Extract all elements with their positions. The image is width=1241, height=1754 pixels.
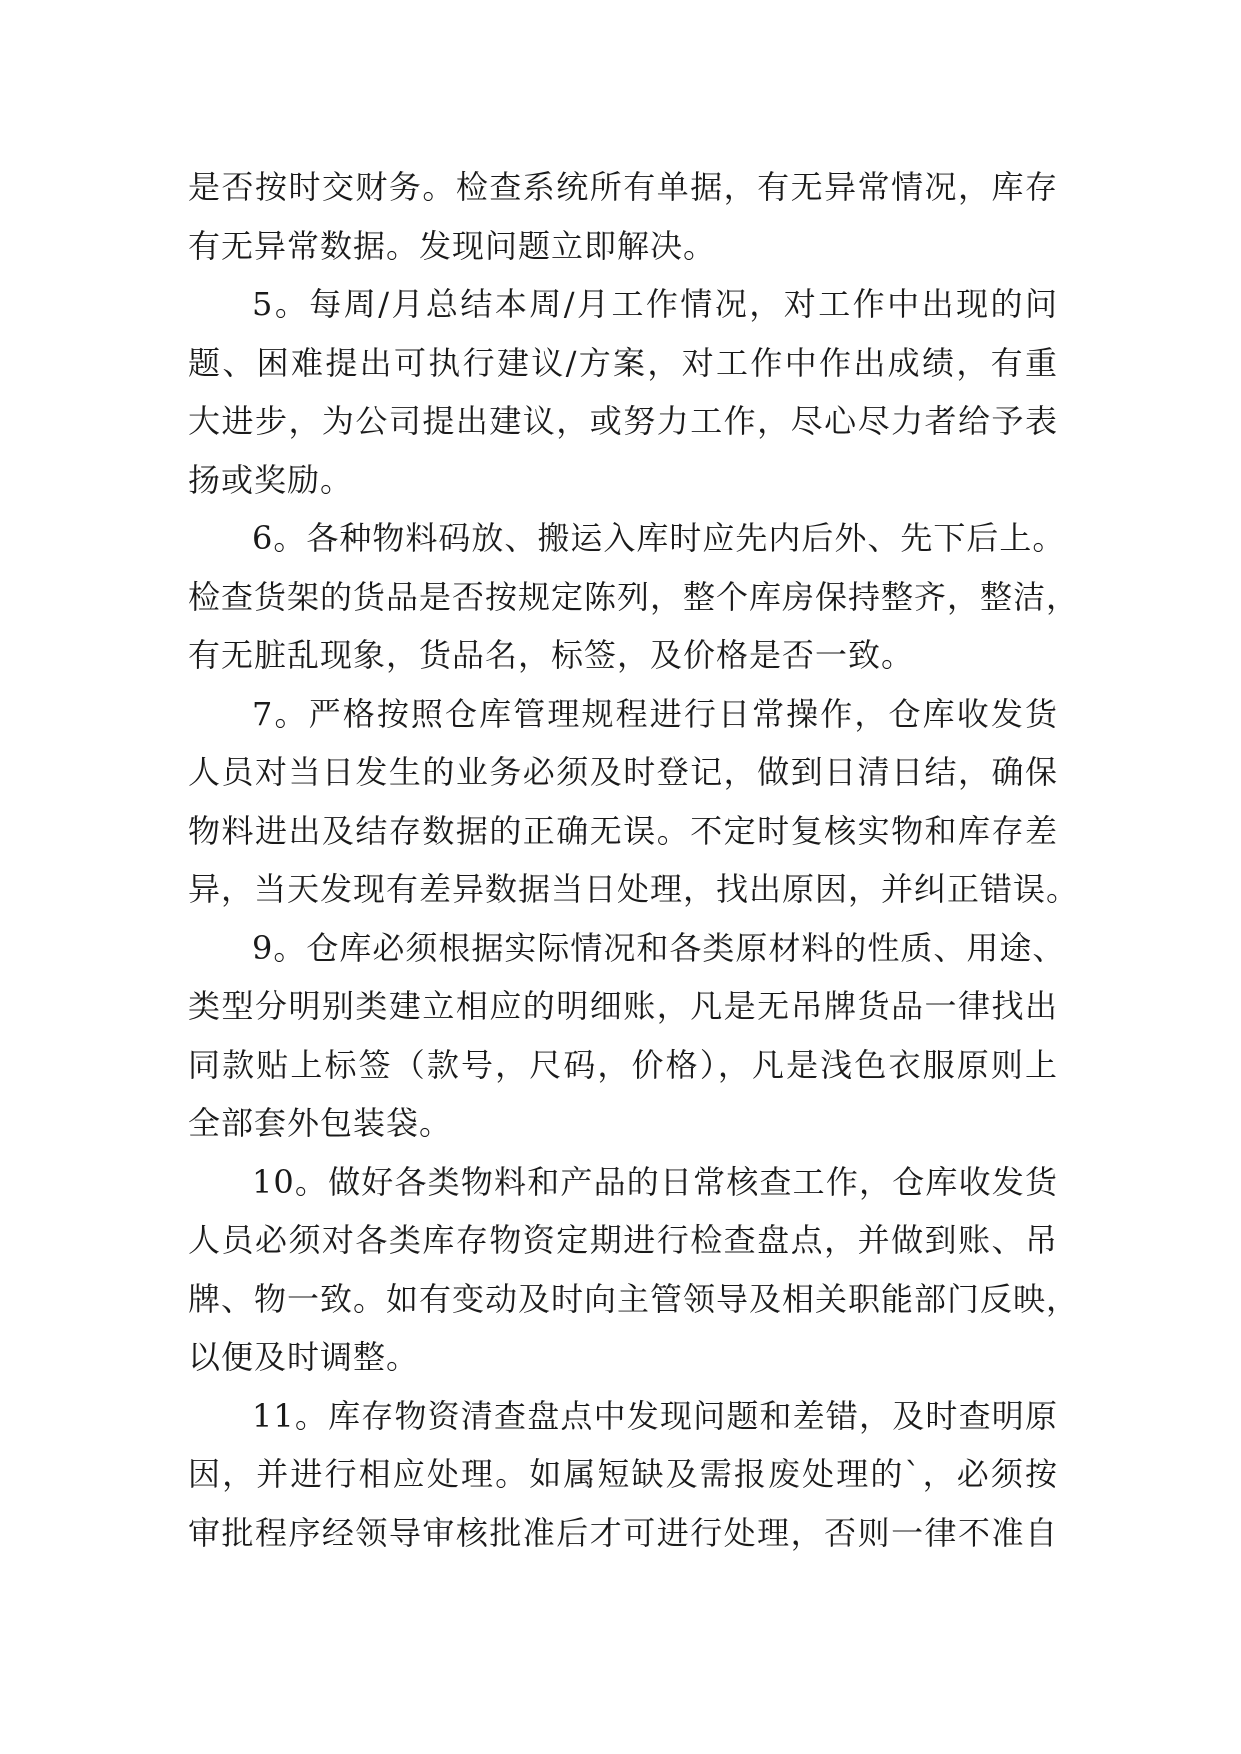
text-line: 类型分明别类建立相应的明细账，凡是无吊牌货品一律找出: [188, 987, 1058, 1025]
text-line: 10。做好各类物料和产品的日常核查工作，仓库收发货: [252, 1162, 1058, 1201]
text-line: 牌、物一致。如有变动及时向主管领导及相关职能部门反映，: [188, 1279, 1080, 1318]
text-line: 6。各种物料码放、搬运入库时应先内后外、先下后上。: [252, 519, 1066, 557]
text-line: 同款贴上标签（款号，尺码，价格），凡是浅色衣服原则上: [188, 1045, 1058, 1084]
text-line: 有无脏乱现象，货品名，标签，及价格是否一致。: [188, 636, 915, 674]
text-line: 7。严格按照仓库管理规程进行日常操作，仓库收发货: [252, 694, 1058, 733]
text-line: 因，并进行相应处理。如属短缺及需报废处理的`，必须按: [188, 1455, 1058, 1493]
text-line: 审批程序经领导审核批准后才可进行处理，否则一律不准自: [188, 1513, 1058, 1552]
text-line: 是否按时交财务。检查系统所有单据，有无异常情况，库存: [188, 168, 1058, 206]
text-line: 扬或奖励。: [188, 460, 354, 499]
text-line: 检查货架的货品是否按规定陈列，整个库房保持整齐，整洁，: [188, 577, 1080, 616]
text-line: 异，当天发现有差异数据当日处理，找出原因，并纠正错误。: [188, 870, 1080, 908]
text-line: 11。库存物资清查盘点中发现问题和差错，及时查明原: [252, 1396, 1058, 1435]
text-line: 人员必须对各类库存物资定期进行检查盘点，并做到账、吊: [188, 1221, 1058, 1259]
text-line: 5。每周/月总结本周/月工作情况，对工作中出现的问: [252, 285, 1058, 323]
text-line: 以便及时调整。: [188, 1338, 420, 1376]
text-line: 人员对当日发生的业务必须及时登记，做到日清日结，确保: [188, 753, 1058, 791]
text-line: 9。仓库必须根据实际情况和各类原材料的性质、用途、: [252, 928, 1066, 967]
document-body: [188, 158, 1080, 1562]
text-line: 题、困难提出可执行建议/方案，对工作中作出成绩，有重: [188, 343, 1058, 382]
text-line: 大进步，为公司提出建议，或努力工作，尽心尽力者给予表: [188, 402, 1058, 440]
text-line: 全部套外包装袋。: [188, 1104, 453, 1142]
text-line: 有无异常数据。发现问题立即解决。: [188, 226, 717, 265]
text-line: 物料进出及结存数据的正确无误。不定时复核实物和库存差: [188, 811, 1058, 850]
